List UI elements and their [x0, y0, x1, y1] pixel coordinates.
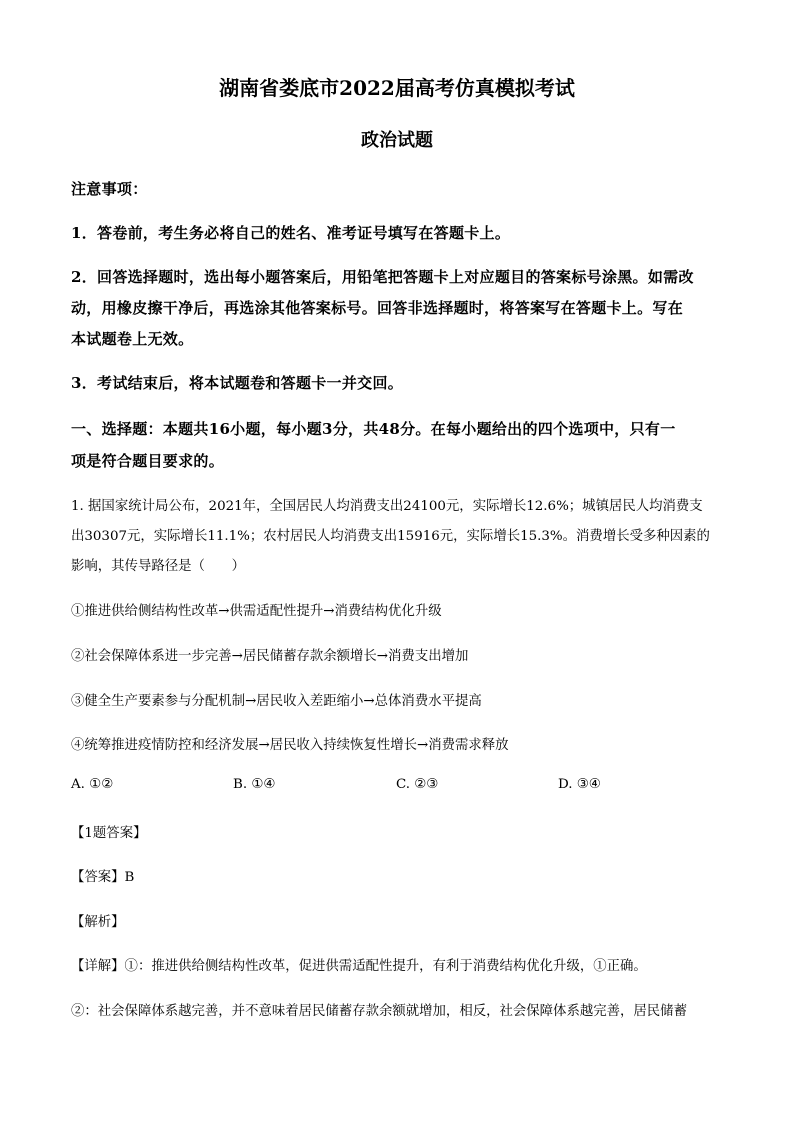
question-stem: 1. 据国家统计局公布，2021年，全国居民人均消费支出24100元，实际增长12.6%；城镇居民人均消费支: [71, 499, 703, 514]
option-b: B. ①④: [233, 777, 276, 792]
question-statement: ②社会保障体系进一步完善→居民储蓄存款余额增长→消费支出增加: [71, 649, 469, 664]
question-statement: ④统筹推进疫情防控和经济发展→居民收入持续恢复性增长→消费需求释放: [71, 738, 509, 753]
notice-item: 本试题卷上无效。: [71, 330, 194, 348]
analysis-heading: 【解析】: [71, 915, 125, 930]
analysis-line: 【详解】①：推进供给侧结构性改革，促进供需适配性提升，有利于消费结构优化升级，①正确。: [71, 959, 647, 974]
question-stem: 出30307元，实际增长11.1%；农村居民人均消费支出15916元，实际增长15.3%。消费增长受多种因素的: [71, 529, 710, 544]
question-stem: 影响，其传导路径是（ ）: [71, 559, 246, 574]
section-heading: 项是符合题目要求的。: [71, 452, 225, 470]
option-d: D. ③④: [558, 777, 601, 792]
notice-item: 2．回答选择题时，选出每小题答案后，用铅笔把答题卡上对应题目的答案标号涂黑。如需改: [71, 268, 694, 286]
option-c: C. ②③: [396, 777, 439, 792]
exam-title: 湖南省娄底市2022届高考仿真模拟考试: [219, 76, 575, 100]
exam-subtitle: 政治试题: [361, 130, 433, 151]
analysis-line: ②：社会保障体系越完善，并不意味着居民储蓄存款余额就增加，相反，社会保障体系越完善，居民储蓄: [71, 1004, 687, 1019]
notice-item: 3．考试结束后，将本试题卷和答题卡一并交回。: [71, 374, 404, 392]
notice-heading: 注意事项：: [71, 180, 148, 198]
question-statement: ①推进供给侧结构性改革→供需适配性提升→消费结构优化升级: [71, 604, 442, 619]
answer-heading: 【1题答案】: [71, 826, 147, 841]
answer: 【答案】B: [71, 870, 135, 885]
notice-item: 1．答卷前，考生务必将自己的姓名、准考证号填写在答题卡上。: [71, 224, 511, 242]
notice-item: 动，用橡皮擦干净后，再选涂其他答案标号。回答非选择题时，将答案写在答题卡上。写在: [71, 299, 684, 317]
section-heading: 一、选择题：本题共16小题，每小题3分，共48分。在每小题给出的四个选项中，只有一: [71, 420, 676, 438]
option-a: A. ①②: [71, 777, 114, 792]
question-statement: ③健全生产要素参与分配机制→居民收入差距缩小→总体消费水平提高: [71, 694, 482, 709]
